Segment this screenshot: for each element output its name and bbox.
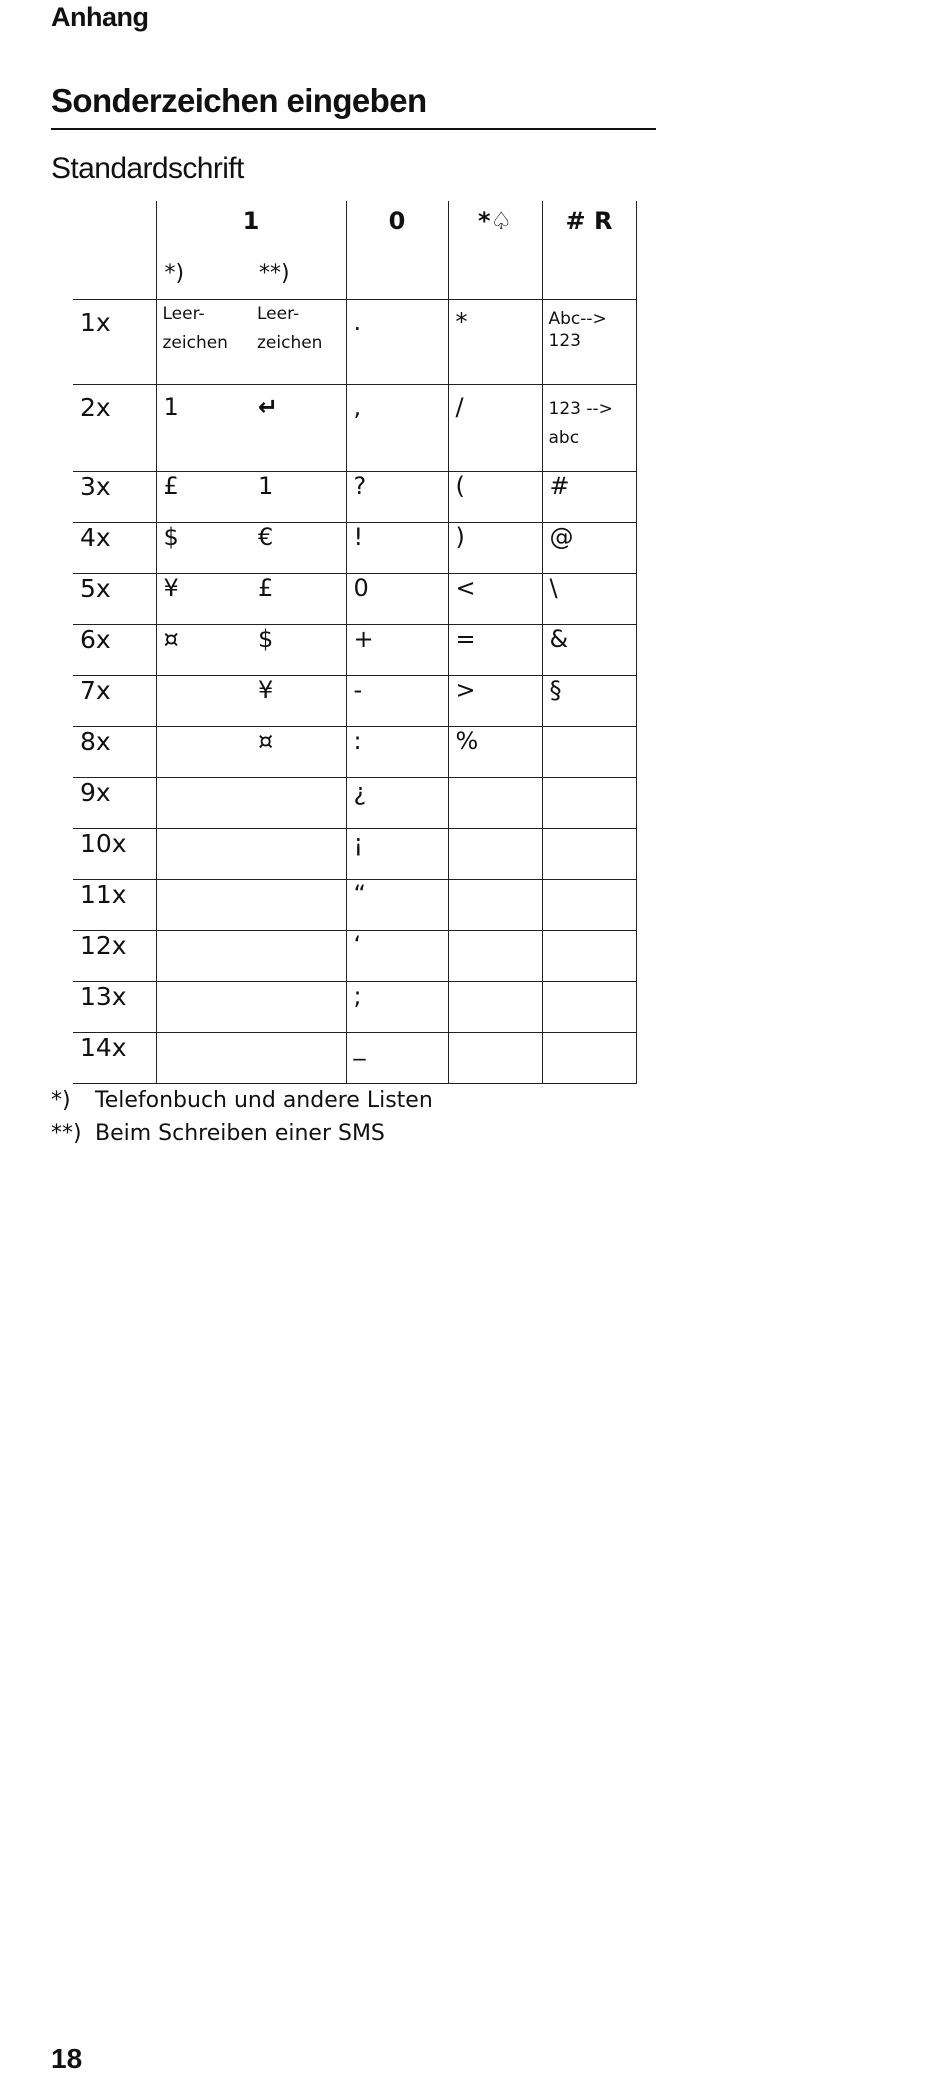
subcol-header-sms: **) — [251, 261, 346, 300]
cell-sms-char — [251, 1033, 346, 1084]
special-characters-table — [73, 201, 637, 1084]
header-corner — [73, 201, 156, 261]
cell-key0-char: ? — [346, 472, 448, 523]
page-title: Sonderzeichen eingeben — [51, 82, 427, 119]
table-row — [73, 300, 636, 385]
enter-icon: ↵ — [251, 385, 346, 472]
cell-list-char: $ — [156, 523, 251, 574]
cell-list-char — [156, 1033, 251, 1084]
cell-hash-char — [542, 829, 636, 880]
footnote-text: Beim Schreiben einer SMS — [95, 1121, 385, 1146]
cell-star-char — [448, 829, 542, 880]
cell-sms-char — [251, 982, 346, 1033]
table-row — [73, 1033, 636, 1084]
cell-key0-char: + — [346, 625, 448, 676]
cell-sms-char: ¥ — [251, 676, 346, 727]
row-label: 4x — [73, 523, 156, 574]
footnote-mark: *) — [51, 1088, 71, 1113]
header-empty-hash — [542, 261, 636, 300]
cell-key0-char: : — [346, 727, 448, 778]
cell-line: abc — [548, 428, 580, 448]
table-row — [73, 778, 636, 829]
table-row — [73, 727, 636, 778]
cell-star-char: % — [448, 727, 542, 778]
cell-list-char — [156, 880, 251, 931]
cell-key0-char: _ — [346, 1033, 448, 1084]
table-row — [73, 829, 636, 880]
cell-sms-char — [251, 778, 346, 829]
table-row — [73, 385, 636, 472]
cell-star-char: = — [448, 625, 542, 676]
cell-star-char — [448, 931, 542, 982]
cell-line: Abc--> — [548, 309, 607, 329]
row-label: 1x — [73, 300, 156, 385]
cell-line: Leer- — [162, 304, 205, 324]
key-header-hash: # R — [542, 201, 636, 261]
footnote-mark: **) — [51, 1121, 82, 1146]
cell-key0-char: 0 — [346, 574, 448, 625]
cell-line: Leer- — [257, 304, 300, 324]
cell-list-char: £ — [156, 472, 251, 523]
cell-key0-char: ‘ — [346, 931, 448, 982]
cell-star-char — [448, 982, 542, 1033]
cell-line: 123 — [548, 331, 581, 351]
subtitle: Standardschrift — [51, 152, 244, 185]
cell-hash-char — [542, 931, 636, 982]
cell-list-char — [156, 778, 251, 829]
cell-sms-char: 1 — [251, 472, 346, 523]
table-row — [73, 982, 636, 1033]
table-row — [73, 625, 636, 676]
row-label: 3x — [73, 472, 156, 523]
cell-list-char — [156, 676, 251, 727]
cell-star-char — [448, 778, 542, 829]
cell-hash-char — [542, 1033, 636, 1084]
footnotes — [51, 1084, 433, 1150]
cell-line: zeichen — [162, 333, 228, 353]
cell-sms-char — [251, 300, 346, 385]
cell-list-char — [156, 727, 251, 778]
cell-line: 123 --> — [548, 399, 613, 419]
table-header-keys — [73, 201, 636, 261]
cell-sms-char — [251, 880, 346, 931]
table-row — [73, 880, 636, 931]
row-label: 2x — [73, 385, 156, 472]
key-header-star: *♤ — [448, 201, 542, 261]
cell-sms-char — [251, 931, 346, 982]
cell-hash-char — [542, 778, 636, 829]
euro-icon: € — [251, 523, 346, 574]
table-row — [73, 472, 636, 523]
cell-list-char: 1 — [156, 385, 251, 472]
row-label: 14x — [73, 1033, 156, 1084]
cell-line: zeichen — [257, 333, 323, 353]
cell-key0-char: ! — [346, 523, 448, 574]
cell-hash-char — [542, 300, 636, 385]
row-label: 8x — [73, 727, 156, 778]
key-header-1: 1 — [156, 201, 346, 261]
cell-key0-char: - — [346, 676, 448, 727]
table-row — [73, 523, 636, 574]
cell-key0-char: ¿ — [346, 778, 448, 829]
table-header-subcols — [73, 261, 636, 300]
cell-key0-char: . — [346, 300, 448, 385]
table-row — [73, 676, 636, 727]
cell-star-char — [448, 1033, 542, 1084]
cell-key0-char: , — [346, 385, 448, 472]
cell-star-char: > — [448, 676, 542, 727]
cell-list-char: ¤ — [156, 625, 251, 676]
cell-hash-char: § — [542, 676, 636, 727]
cell-list-char: ¥ — [156, 574, 251, 625]
header-corner-bottom — [73, 261, 156, 300]
cell-sms-char: £ — [251, 574, 346, 625]
cell-star-char — [448, 880, 542, 931]
cell-hash-char: & — [542, 625, 636, 676]
header-empty-0 — [346, 261, 448, 300]
row-label: 9x — [73, 778, 156, 829]
section-label: Anhang — [51, 2, 149, 32]
cell-star-char: * — [448, 300, 542, 385]
row-label: 10x — [73, 829, 156, 880]
header-empty-star — [448, 261, 542, 300]
row-label: 13x — [73, 982, 156, 1033]
title-divider — [51, 128, 656, 130]
cell-hash-char — [542, 982, 636, 1033]
cell-list-char — [156, 300, 251, 385]
footnote-text: Telefonbuch und andere Listen — [95, 1088, 433, 1113]
cell-list-char — [156, 982, 251, 1033]
cell-hash-char: # — [542, 472, 636, 523]
cell-sms-char — [251, 829, 346, 880]
cell-star-char: < — [448, 574, 542, 625]
cell-star-char: ) — [448, 523, 542, 574]
cell-key0-char: “ — [346, 880, 448, 931]
row-label: 11x — [73, 880, 156, 931]
row-label: 6x — [73, 625, 156, 676]
footnote — [51, 1084, 433, 1117]
row-label: 7x — [73, 676, 156, 727]
footnote — [51, 1117, 433, 1150]
subcol-header-lists: *) — [156, 261, 251, 300]
cell-hash-char — [542, 385, 636, 472]
table-row — [73, 574, 636, 625]
table-row — [73, 931, 636, 982]
page-number: 18 — [51, 2043, 83, 2074]
key-header-0: 0 — [346, 201, 448, 261]
cell-hash-char — [542, 727, 636, 778]
cell-hash-char — [542, 880, 636, 931]
cell-key0-char: ¡ — [346, 829, 448, 880]
cell-list-char — [156, 931, 251, 982]
cell-hash-char: \ — [542, 574, 636, 625]
cell-hash-char: @ — [542, 523, 636, 574]
cell-key0-char: ; — [346, 982, 448, 1033]
row-label: 12x — [73, 931, 156, 982]
cell-list-char — [156, 829, 251, 880]
cell-sms-char: ¤ — [251, 727, 346, 778]
cell-sms-char: $ — [251, 625, 346, 676]
cell-star-char: ( — [448, 472, 542, 523]
row-label: 5x — [73, 574, 156, 625]
cell-star-char: / — [448, 385, 542, 472]
